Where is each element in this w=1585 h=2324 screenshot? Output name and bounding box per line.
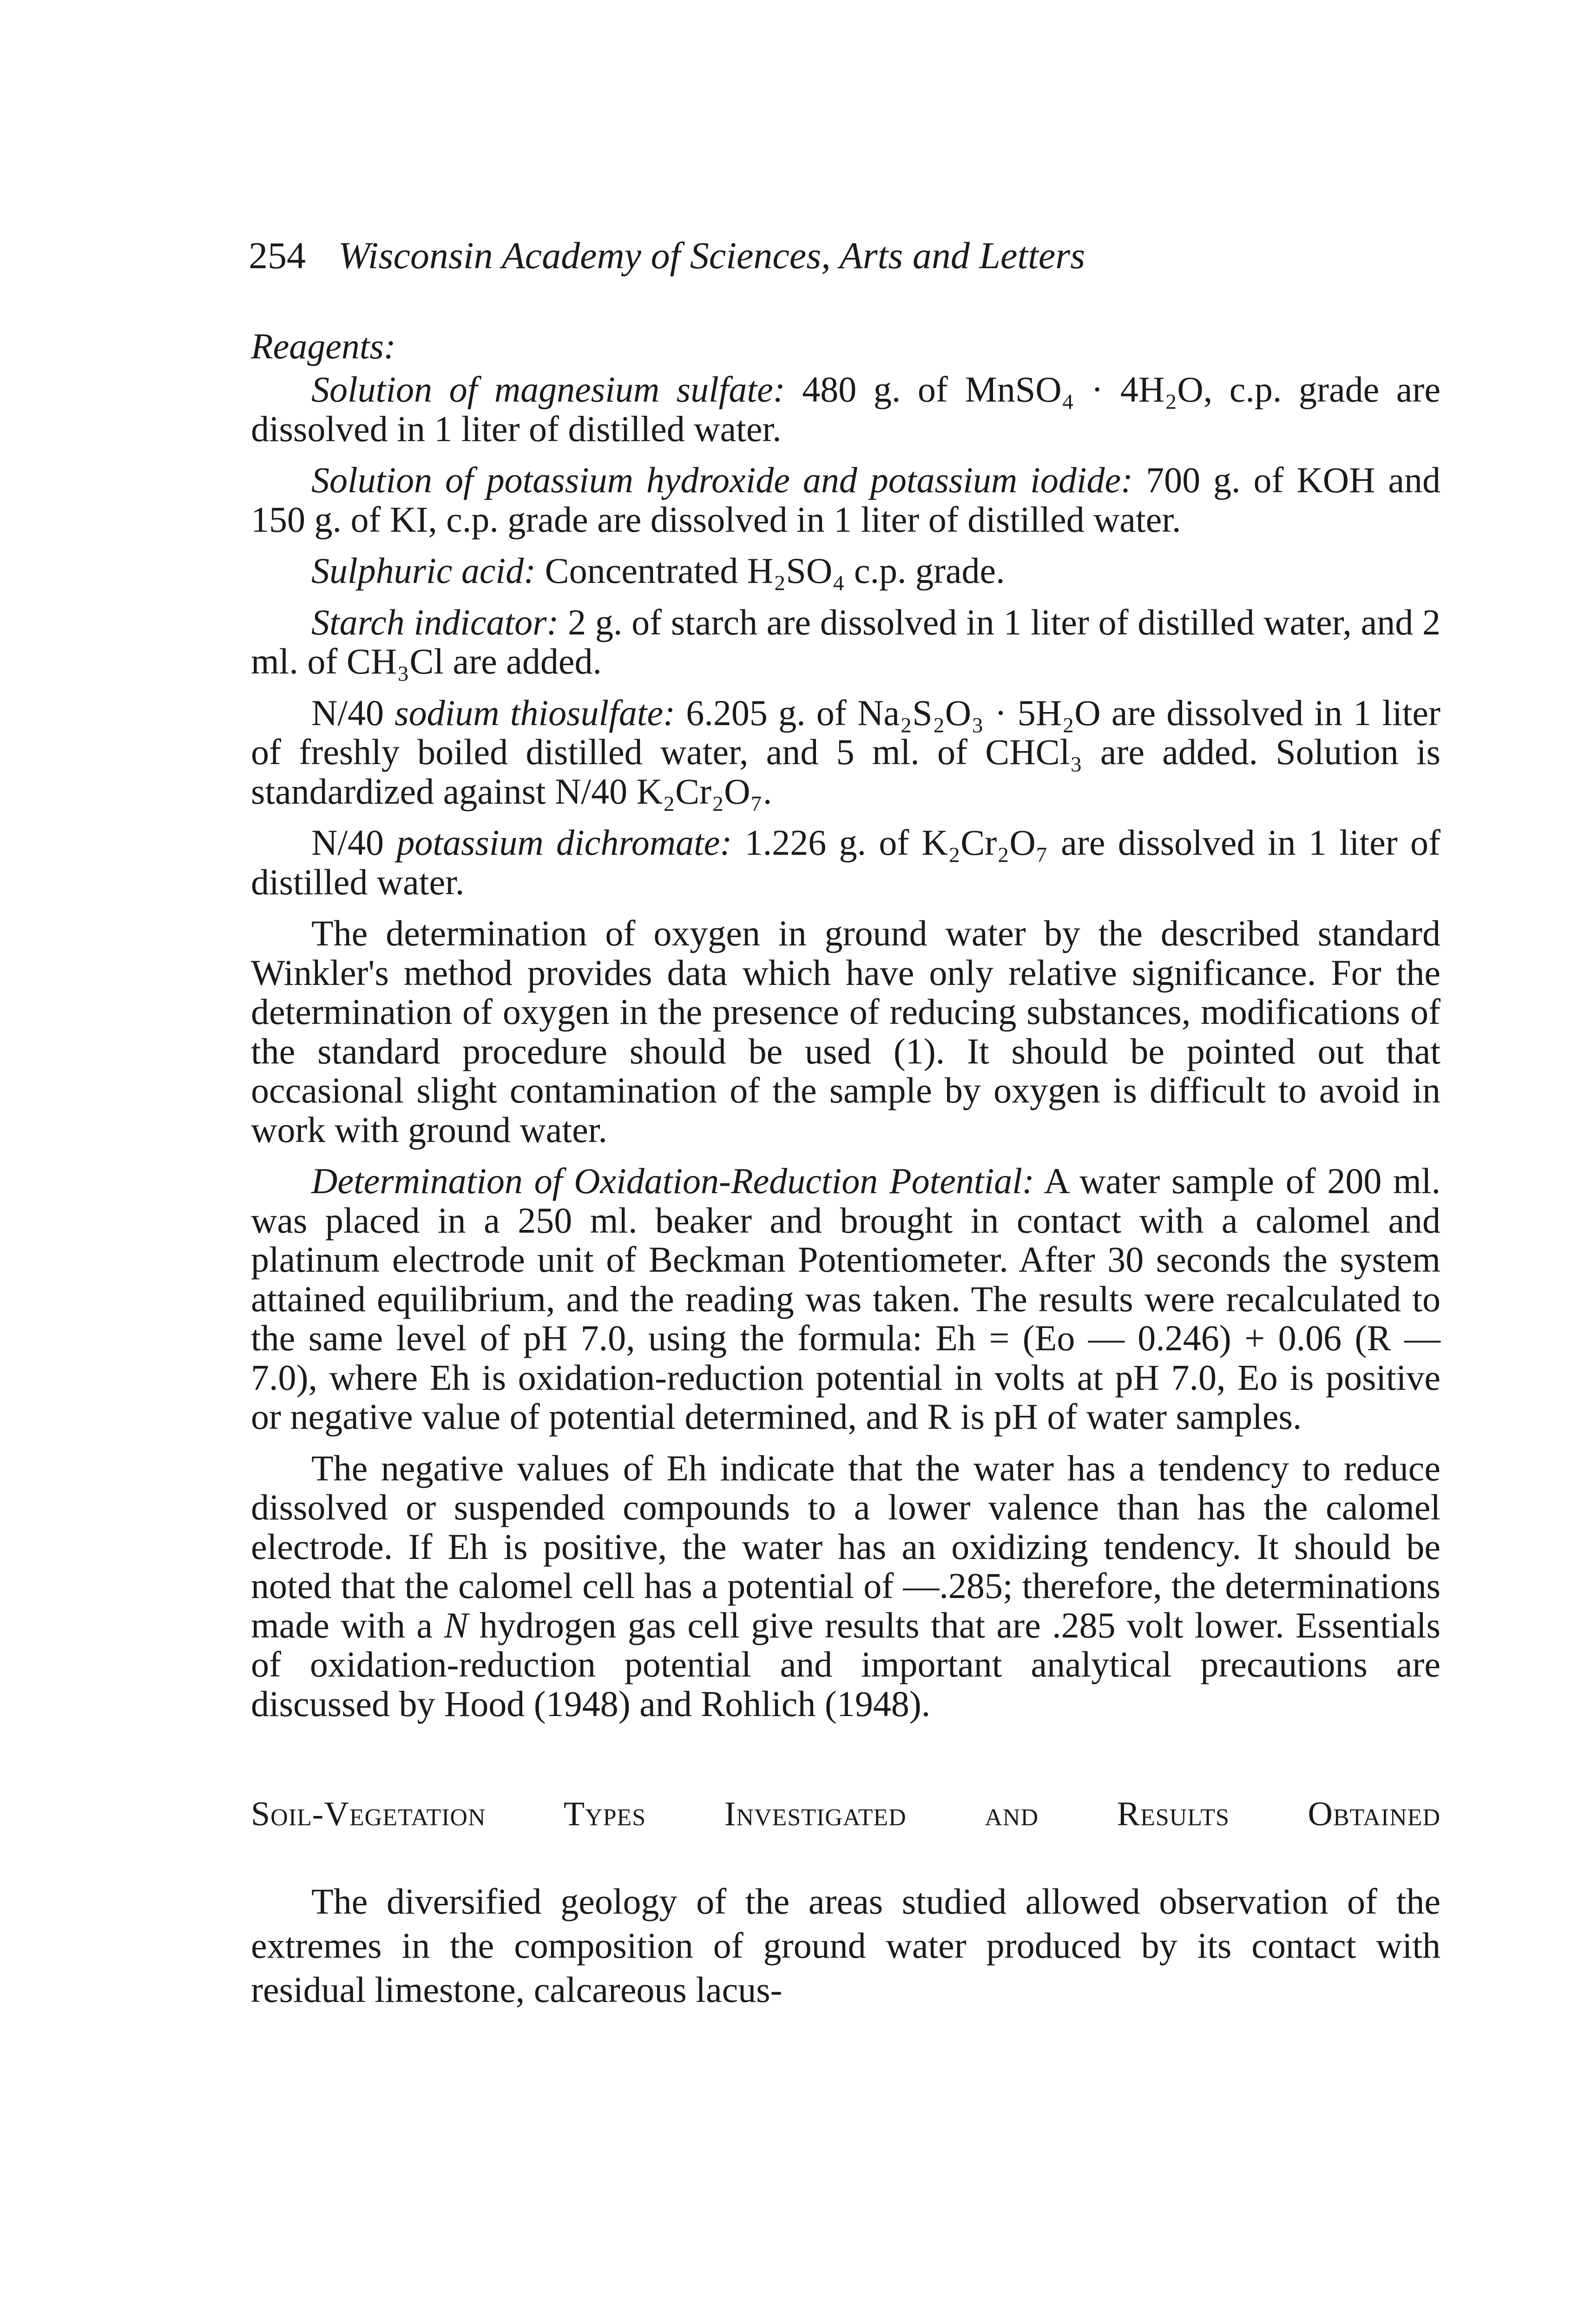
negative-eh-text-2: hydrogen gas cell give results that are .285 volt lower. Essentials of oxidation-reduction potential and important analytical precautions are discussed by Hood (1948) and Rohlich (1948). [251, 1604, 1440, 1724]
reagent-prefix: N/40 [311, 692, 395, 733]
reagent-text: 700 g. of KOH and 150 g. of KI, c.p. grade are dissolved in 1 liter of distilled water. [251, 460, 1440, 540]
reagent-label: Starch indicator: [311, 601, 559, 642]
reagent-sulphuric-acid [251, 551, 1440, 591]
reagent-label: sodium thiosulfate: [395, 692, 676, 733]
paragraph-winkler: The determination of oxygen in ground water by the described standard Winkler's method provides data which have only relative significance. For the determination of oxygen in the presence of reducing substances, modifications of the standard procedure should be used (1). It should be pointed out that occasional slight contamination of the sample by oxygen is difficult to avoid in work with ground water. [251, 913, 1440, 1150]
reagent-label: Solution of potassium hydroxide and potassium iodide: [311, 460, 1133, 500]
paragraph-geology: The diversified geology of the areas studied allowed observation of the extremes in the composition of ground water produced by its contact with residual limestone, calcareous lacus- [251, 1881, 1440, 2010]
reagent-label: Solution of magnesium sulfate: [311, 369, 785, 409]
reagent-text: Concentrated H₂SO₄ c.p. grade. [536, 550, 1005, 591]
reagent-text: 2 g. of starch are dissolved in 1 liter of distilled water, and 2 ml. of CH₃Cl are added. [251, 601, 1440, 681]
reagent-text: 6.205 g. of Na₂S₂O₃ · 5H₂O are dissolved in 1 liter of freshly boiled distilled water, and 5 ml. of CHCl₃ are added. Solution is standardized against N/40 K₂Cr₂O₇. [251, 692, 1441, 812]
running-header [249, 232, 1438, 279]
section-heading: Soil-Vegetation Types Investigated and Results Obtained [251, 1795, 1440, 1833]
paragraph-oxidation-reduction [251, 1162, 1440, 1437]
reagent-potassium-dichromate [251, 823, 1440, 902]
negative-eh-text-1: The negative values of Eh indicate that the water has a tendency to reduce dissolved or suspended compounds to a lower valence than has the calomel electrode. If Eh is positive, the water has an oxidizing tendency. It should be noted that the calomel cell has a potential of —.285; therefore, the determinations made with a [251, 1447, 1440, 1645]
reagent-label: Sulphuric acid: [311, 550, 536, 591]
reagent-text: 480 g. of MnSO₄ · 4H₂O, c.p. grade are dissolved in 1 liter of distilled water. [251, 369, 1440, 449]
reagent-label: potassium dichromate: [396, 822, 732, 863]
orp-label: Determination of Oxidation-Reduction Potential: [311, 1161, 1034, 1201]
body-text [251, 325, 1440, 2024]
reagent-magnesium-sulfate [251, 370, 1440, 449]
running-title: Wisconsin Academy of Sciences, Arts and Letters [338, 234, 1085, 277]
reagent-starch-indicator [251, 603, 1440, 681]
paragraph-negative-eh [251, 1449, 1440, 1724]
reagent-text: 1.226 g. of K₂Cr₂O₇ are dissolved in 1 liter of distilled water. [251, 822, 1440, 902]
normal-symbol: N [444, 1604, 468, 1645]
page-number: 254 [249, 234, 306, 277]
orp-text: A water sample of 200 ml. was placed in a 250 ml. beaker and brought in contact with a calomel and platinum electrode unit of Beckman Potentiometer. After 30 seconds the system attained equilibrium, and the reading was taken. The results were recalculated to the same level of pH 7.0, using the formula: Eh = (Eo — 0.246) + 0.06 (R — 7.0), where Eh is oxidation-reduction potential in volts at pH 7.0, Eo is positive or negative value of potential determined, and R is pH of water samples. [251, 1161, 1440, 1437]
reagent-potassium-hydroxide-iodide [251, 461, 1440, 539]
reagents-heading: Reagents: [251, 326, 396, 366]
reagent-prefix: N/40 [311, 822, 397, 863]
reagent-sodium-thiosulfate [251, 693, 1440, 812]
